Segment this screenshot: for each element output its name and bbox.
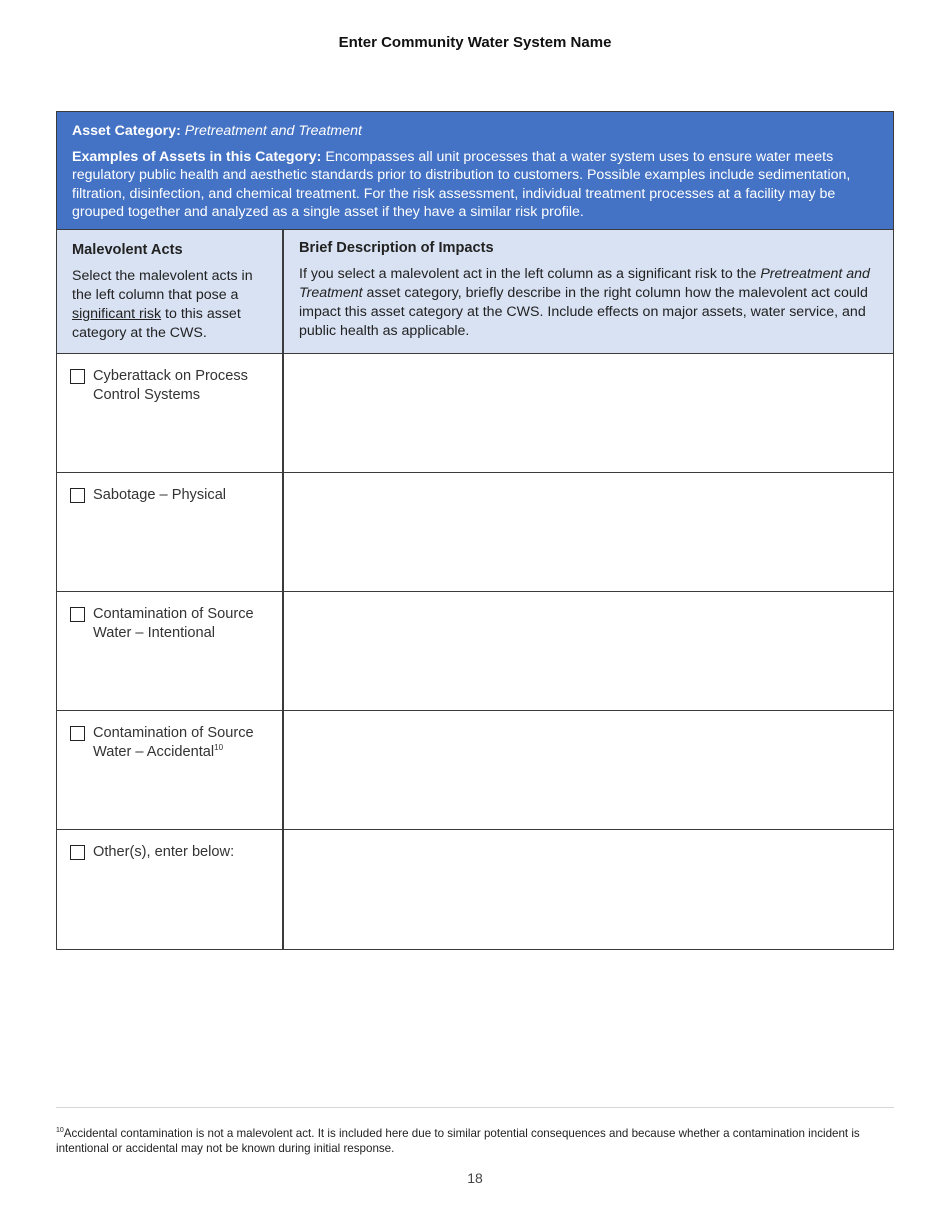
footnote	[56, 1126, 894, 1156]
asset-examples-text: Encompasses all unit processes that a water system uses to ensure water meets regulatory public health and aesthetic standards prior to distribution to customers. Possible examples include sedimentation, filtration, disinfection, and chemical treatment. For the risk assessment, individual treatment processes at a facility may be grouped together and analyzed as a single asset if they have a similar risk profile.	[72, 148, 851, 221]
impact-description-field[interactable]	[284, 711, 893, 829]
impact-description-field[interactable]	[284, 592, 893, 710]
impact-description-field[interactable]	[284, 830, 893, 949]
act-cell	[57, 592, 284, 710]
asset-category-line	[72, 122, 878, 141]
act-row-cyberattack	[57, 354, 893, 473]
impact-description-field[interactable]	[284, 473, 893, 591]
act-row-contamination-accidental	[57, 711, 893, 830]
significant-risk-link[interactable]: significant risk	[72, 306, 162, 322]
act-checkbox[interactable]	[70, 607, 85, 622]
footnote-ref[interactable]: 10	[214, 743, 224, 753]
impacts-title: Brief Description of Impacts	[299, 240, 494, 256]
column-header-row	[57, 230, 893, 354]
act-label: Cyberattack on Process Control Systems	[93, 368, 248, 403]
act-label: Other(s), enter below:	[93, 844, 235, 860]
act-cell	[57, 354, 284, 472]
act-label: Contamination of Source Water – Intentional	[93, 606, 254, 641]
act-label: Sabotage – Physical	[93, 487, 227, 503]
act-label: Contamination of Source Water – Accidental	[93, 725, 254, 760]
asset-category-name: Pretreatment and Treatment	[184, 123, 362, 139]
footnote-divider	[56, 1107, 894, 1108]
act-row-other	[57, 830, 893, 949]
right-instr-part-2: asset category, briefly describe in the right column how the malevolent act could impact this asset category at the CWS. Include effects on major assets, water service, and public health as applicable.	[299, 285, 868, 339]
act-cell	[57, 711, 284, 829]
left-instr-part-2: to this asset category at the CWS.	[72, 306, 241, 341]
right-instr-category: Pretreatment and Treatment	[299, 266, 870, 301]
right-instr-part-1: If you select a malevolent act in the left column as a significant risk to the	[299, 266, 761, 282]
malevolent-acts-title: Malevolent Acts	[72, 242, 183, 258]
malevolent-acts-table	[56, 111, 894, 950]
malevolent-acts-instructions	[72, 267, 267, 343]
asset-examples-label: Examples of Assets in this Category:	[72, 148, 322, 165]
act-cell	[57, 830, 284, 949]
act-checkbox[interactable]	[70, 845, 85, 860]
page-number: 18	[467, 1170, 483, 1186]
act-cell	[57, 473, 284, 591]
footnote-number: 10	[56, 1127, 64, 1135]
act-row-contamination-intentional	[57, 592, 893, 711]
act-checkbox[interactable]	[70, 726, 85, 741]
impacts-instructions	[299, 265, 878, 341]
act-row-sabotage	[57, 473, 893, 592]
asset-examples	[72, 148, 878, 222]
impact-description-field[interactable]	[284, 354, 893, 472]
malevolent-acts-header	[57, 230, 284, 353]
act-label-with-footnote	[93, 724, 270, 762]
footnote-text: Accidental contamination is not a malevolent act. It is included here due to similar potential consequences and because whether a contamination incident is intentional or accidental may not be known during initial response.	[56, 1127, 860, 1155]
page-title[interactable]: Enter Community Water System Name	[338, 34, 612, 51]
left-instr-part-1: Select the malevolent acts in the left column that pose a	[72, 268, 253, 303]
asset-category-header	[57, 112, 893, 230]
act-checkbox[interactable]	[70, 488, 85, 503]
act-checkbox[interactable]	[70, 369, 85, 384]
asset-category-label: Asset Category:	[72, 123, 181, 139]
impacts-header	[284, 230, 893, 353]
